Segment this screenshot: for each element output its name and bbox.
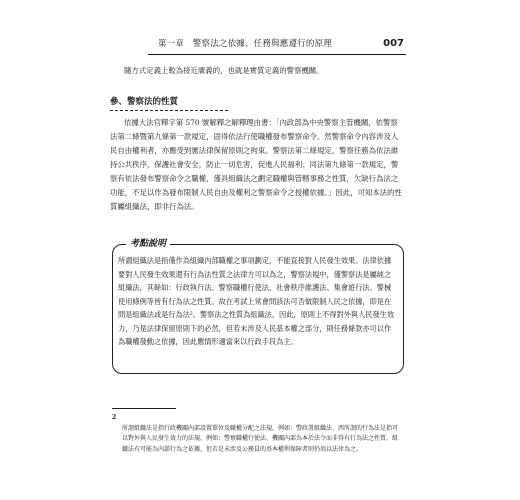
footnote-text: 所謂組織法是指行政機關內部設置單位及職權分配之法規，例如：警政署組織法、西所謂的行為法是指可以對外與人民發生效力的法規，例如：警察職權行使法、機關內部為本於法令而非得有行為法之性質，組織法有可能為內部行為之依據，但若是未涉及公務員的基本權利保障者則仍須以法律為之。 bbox=[122, 424, 399, 453]
page-number: 007 bbox=[383, 37, 404, 49]
footnote bbox=[112, 413, 402, 455]
chapter-title: 第一章 警察法之依據、任務與應遵行的原理 bbox=[158, 39, 333, 49]
exam-note-title: 考點說明 bbox=[126, 236, 170, 249]
running-header bbox=[158, 37, 404, 49]
section-heading: 參、警察法的性質 bbox=[110, 97, 179, 107]
header-rule bbox=[148, 54, 406, 55]
exam-note-text: 所謂組織法是指僅作為組織內部職權之事項劃定，不能直接對人民發生效果。法律依據要對人民發生效果還有行為法性質之法律方可以為之，警察法規中，僅警察法是屬純之組織法，其餘如：行政執行法、警察職權行使法、社會秩序維護法、集會遊行法、警械使用條例等皆有行為法之性質。故在考試上常會問該法可否做限制人民之依據，即是在問是組織法或是行為法²。警察法之性質為組織法，因此，原則上不得對外與人民發生效力，乃是法律保留原則下的必然，但若未涉及人民基本權之部分，則任務條款亦可以作為職權發動之依據，因此應情形適當來以行政手段為主。 bbox=[118, 256, 395, 346]
footnote-number: 2 bbox=[112, 414, 117, 421]
footnote-rule bbox=[112, 408, 176, 409]
section-heading-underline bbox=[110, 110, 228, 111]
body-paragraph: 依據大法官釋字第 570 號解釋之解釋理由書：「內政部為中央警察主管機關，依警察法第二條暨第九條第一款規定，固得依法行使職權發布警察命令。然警察命令內容涉及人民自由權利者，亦應受到憲法律保留原則之拘束。警察法第二條規定，警察任務為依法維持公共秩序，保護社會安全，防止一切危害，促進人民福利；同法第九條第一款規定，警察有依法發布警察命令之職權，僅具組織法之劃定職權與管轄事務之性質，欠缺行為法之功能，不足以作為發布限制人民自由及權利之警察命令之授權依據。」因此，可知本法的性質屬組織法，即非行為法。 bbox=[110, 118, 402, 211]
intro-paragraph: 隨方式定義上較為接近廣義的，也就是實質定義的警察機關。 bbox=[124, 66, 324, 75]
